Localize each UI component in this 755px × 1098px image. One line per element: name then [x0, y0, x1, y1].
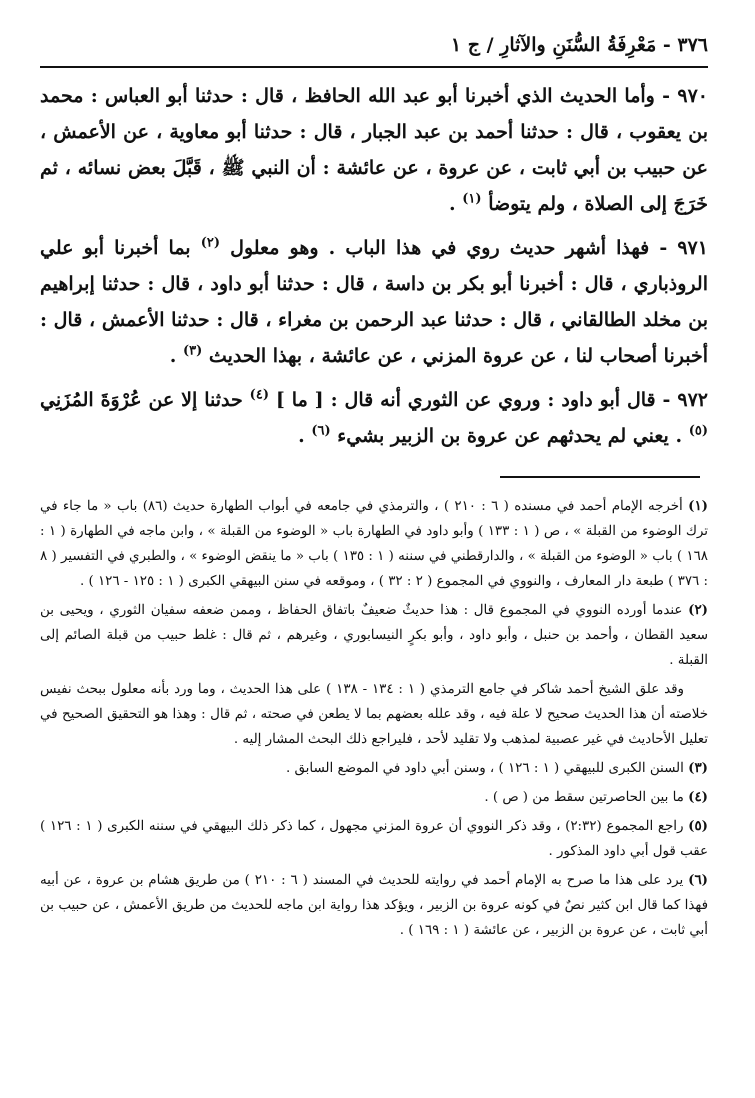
footnote-text: راجع المجموع (٢:٣٢) ، وقد ذكر النووي أن عروة المزني مجهول ، كما ذكر ذلك البيهقي في سننه الكبرى ( ١ : ١٢٦ ) عقب قول أبي داود المذكور . — [40, 819, 708, 859]
hadith-text: بما أخبرنا أبو علي الروذباري ، قال : أخبرنا أبو بكر بن داسة ، قال : حدثنا أبو داود ، قال : حدثنا إبراهيم بن مخلد الطالقاني ، قال : حدثنا عبد الرحمن بن مغراء ، قال : حدثنا الأعمش ، قال : أخبرنا أصحاب لنا ، عن عروة المزني ، عن عائشة ، بهذا الحديث — [40, 237, 708, 367]
footnote-5 — [40, 814, 708, 864]
footnote-ref[interactable]: (٦) — [311, 423, 331, 439]
footnotes — [40, 494, 708, 943]
footnote-id: (٥) — [688, 818, 709, 834]
footnote-ref[interactable]: (٢) — [200, 235, 221, 251]
footnote-id: (٦) — [688, 872, 708, 888]
hadith-text: - فهذا أشهر حديث روي في هذا الباب . وهو معلول — [230, 237, 668, 259]
footnote-text: أخرجه الإمام أحمد في مسنده ( ٦ : ٢١٠ ) ، والترمذي في جامعه في أبواب الطهارة حديث (٨٦) باب « ما جاء في ترك الوضوء من القبلة » ، ص ( ١ : ١٣٣ ) وأبو داود في الطهارة باب « الوضوء من القبلة » ، وابن ماجه في الطهارة ( ١ : ١٦٨ ) باب « الوضوء من القبلة » ، والدارقطني في سننه ( ١ : ١٣٥ ) باب « ما ينقض الوضوء » ، والطبري في التفسير ( ٨ : ٣٧٦ ) طبعة دار المعارف ، والنووي في المجموع ( ٢ : ٣٢ ) ، وموقعه في سنن البيهقي الكبرى ( ١ : ١٢٥ - ١٢٦ ) . — [40, 499, 708, 589]
footnote-id: (٢) — [688, 602, 708, 618]
hadith-end: . — [449, 193, 463, 215]
footnote-separator — [500, 476, 700, 478]
footnote-text: يرد على هذا ما صرح به الإمام أحمد في روايته للحديث في المسند ( ٦ : ٢١٠ ) من طريق هشام بن عروة ، عن أبيه فهذا كما قال ابن كثير نصٌ في كونه عروة بن الزبير ، ويؤكد هذا رواية ابن ماجه للحديث من طريق الأعمش ، عن حبيب بن أبي ثابت ، عن عروة بن الزبير ، عن عائشة ( ١ : ١٦٩ ) . — [40, 873, 708, 938]
header-rule — [40, 66, 708, 68]
footnote-4 — [40, 785, 708, 810]
main-text — [40, 78, 708, 454]
running-header — [40, 30, 708, 60]
footnote-ref[interactable]: (٣) — [183, 343, 203, 359]
footnote-2-continued — [40, 677, 708, 752]
hadith-end: . — [298, 425, 312, 447]
footnote-6 — [40, 868, 708, 943]
hadith-972 — [40, 382, 708, 454]
hadith-text: - قال أبو داود : وروي عن الثوري أنه قال : [ ما ] — [275, 389, 671, 411]
book-page — [40, 30, 708, 947]
hadith-970 — [40, 78, 708, 222]
hadith-number: ٩٧٠ — [677, 85, 708, 107]
footnote-ref[interactable]: (٥) — [688, 423, 708, 439]
header-title: ٣٧٦ - مَعْرِفَةُ السُّنَنِ والآثارِ / ج ١ — [450, 34, 708, 56]
hadith-text: حدثنا إلا عن عُرْوَةَ المُزَنِي — [40, 389, 243, 411]
footnote-id: (٣) — [688, 760, 708, 776]
footnote-ref[interactable]: (١) — [462, 191, 482, 207]
footnote-ref[interactable]: (٤) — [249, 387, 269, 403]
hadith-end: . — [169, 345, 183, 367]
hadith-text: . يعني لم يحدثهم عن عروة بن الزبير بشيء — [337, 425, 683, 447]
footnote-3 — [40, 756, 708, 781]
footnote-2 — [40, 598, 708, 673]
footnote-text: ما بين الحاصرتين سقط من ( ص ) . — [484, 790, 684, 805]
hadith-971 — [40, 230, 708, 374]
hadith-number: ٩٧٢ — [677, 389, 708, 411]
footnote-1 — [40, 494, 708, 594]
footnote-id: (٤) — [688, 789, 708, 805]
footnote-id: (١) — [688, 498, 709, 514]
hadith-text: - وأما الحديث الذي أخبرنا أبو عبد الله الحافظ ، قال : حدثنا أبو العباس : محمد بن يعقوب ، قال : حدثنا أحمد بن عبد الجبار ، قال : حدثنا أبو معاوية ، عن الأعمش ، عن حبيب بن أبي ثابت ، عن عروة ، عن عائشة : أن النبي ﷺ ، قَبَّلَ بعض نسائه ، ثم خَرَجَ إلى الصلاة ، ولم يتوضأ — [40, 85, 708, 215]
footnote-text: وقد علق الشيخ أحمد شاكر في جامع الترمذي ( ١ : ١٣٤ - ١٣٨ ) على هذا الحديث ، وما ورد بأنه معلول ببحث نفيس خلاصته أن هذا الحديث صحيح لا علة فيه ، وقد علله بعضهم بما لا يطعن في صحته ، ثم قال : وهذا هو التحقيق الصحيح في تعليل الأحاديث في غير عصبية لمذهب ولا تقليد لأحد ، فليراجع ذلك البحث المشار إليه . — [40, 682, 708, 747]
hadith-number: ٩٧١ — [677, 237, 708, 259]
footnote-text: السنن الكبرى للبيهقي ( ١ : ١٢٦ ) ، وسنن أبي داود في الموضع السابق . — [285, 761, 684, 776]
footnote-text: عندما أورده النووي في المجموع قال : هذا حديثٌ ضعيفٌ باتفاق الحفاظ ، وممن ضعفه سفيان الثوري ، ويحيى بن سعيد القطان ، وأحمد بن حنبل ، وأبو داود ، وأبو بكرٍ النيسابوري ، وغيرهم ، ثم قال : غلط حبيب من قبلة الصائم إلى القبلة . — [40, 603, 708, 668]
